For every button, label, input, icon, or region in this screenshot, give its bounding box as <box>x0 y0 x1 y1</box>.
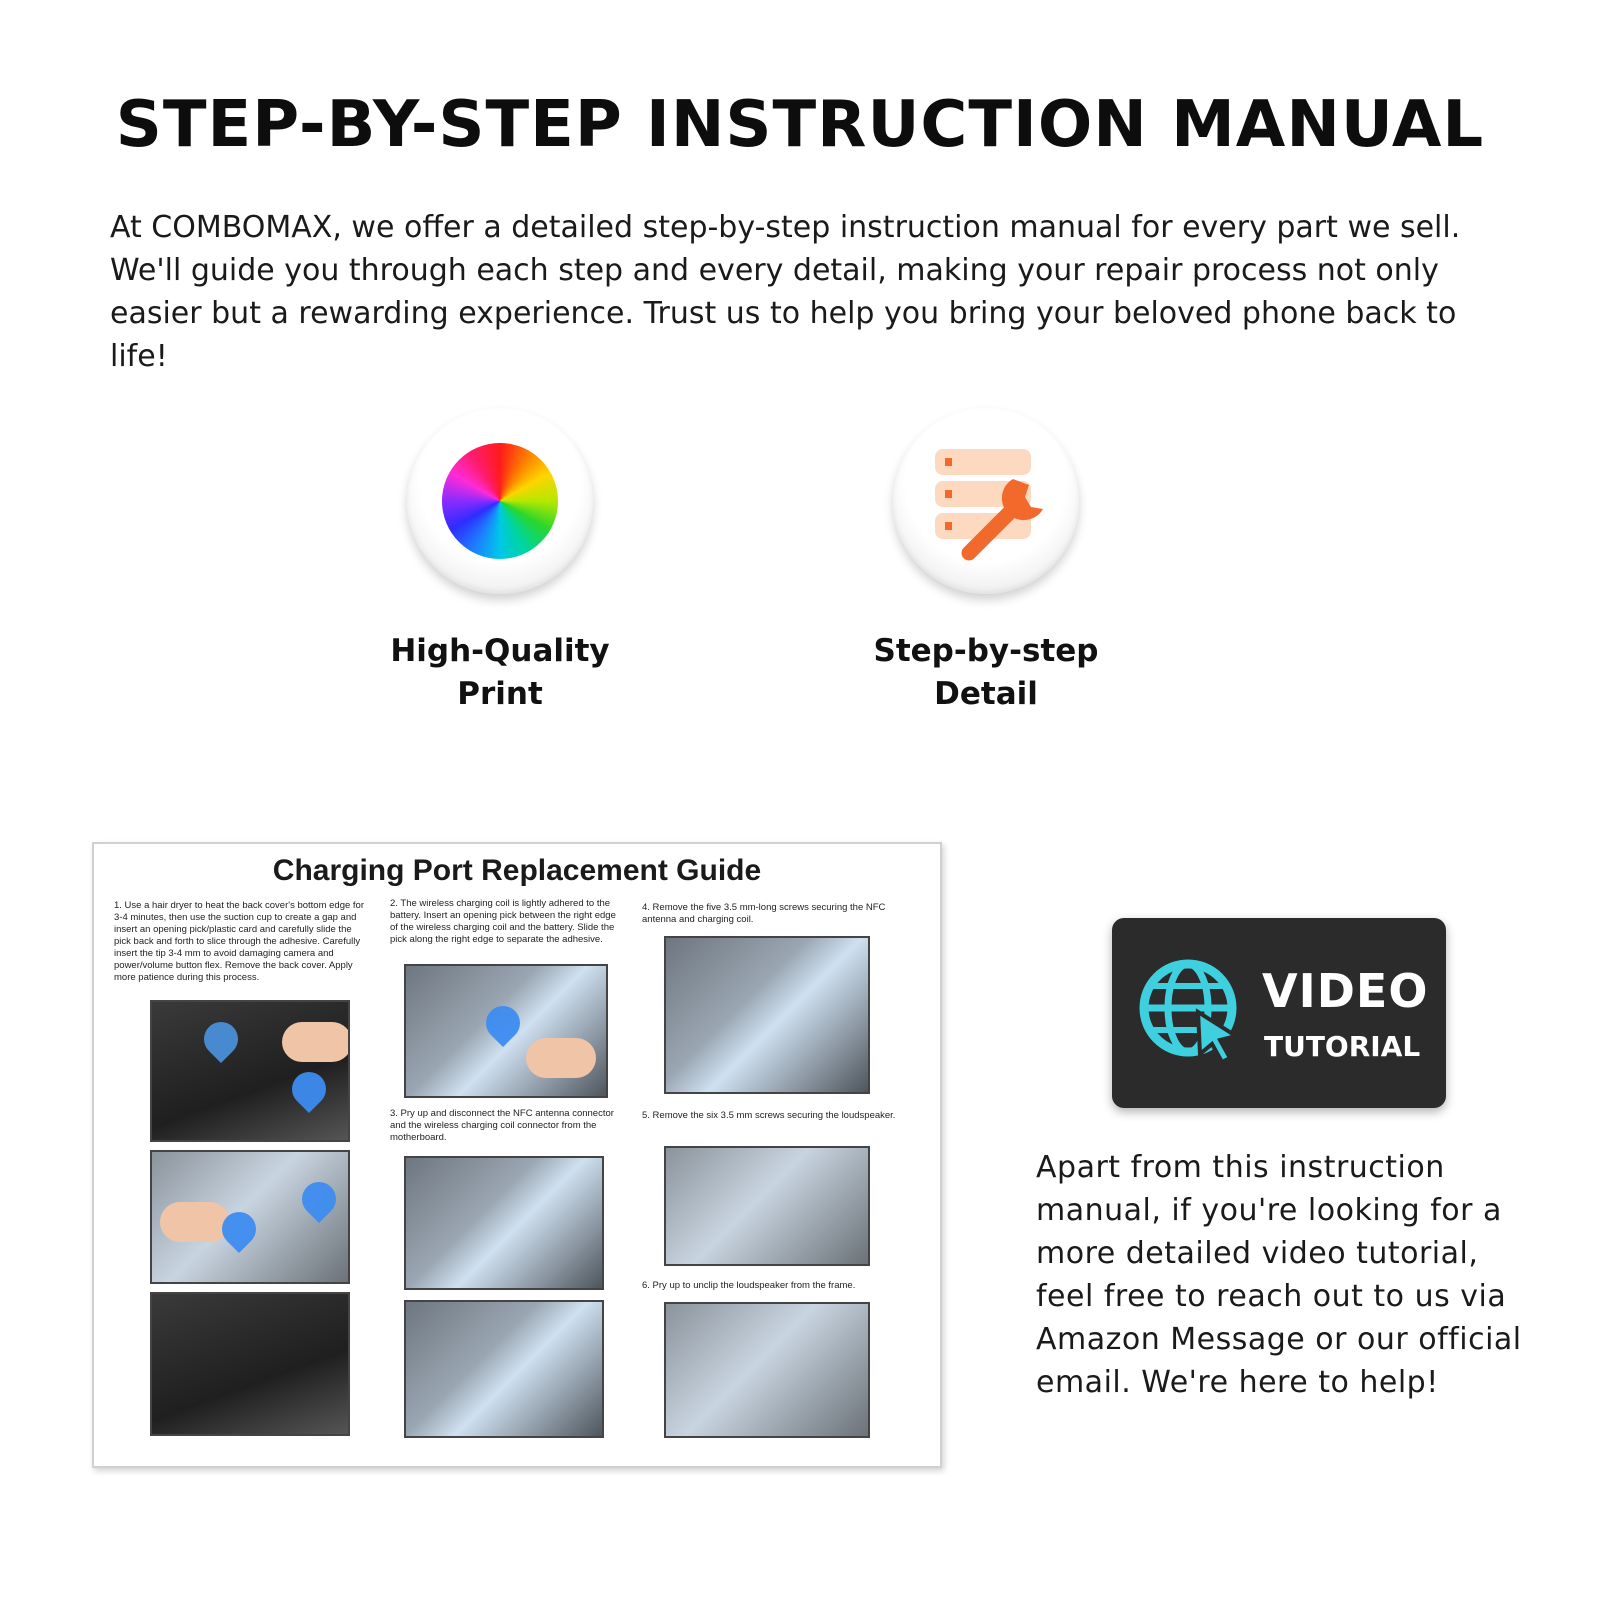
feature-label <box>836 630 1136 716</box>
video-tutorial-card[interactable] <box>1112 918 1446 1108</box>
feature-high-quality-print <box>350 408 650 716</box>
feature-badge <box>893 408 1079 594</box>
globe-cursor-icon <box>1136 956 1246 1066</box>
guide-photo <box>404 964 608 1098</box>
guide-photo <box>664 1146 870 1266</box>
feature-label-line1: Step-by-step <box>873 633 1099 669</box>
guide-photo <box>404 1156 604 1290</box>
guide-step-1: 1. Use a hair dryer to heat the back cover's bottom edge for 3-4 minutes, then use the suction cup to create a gap and insert an opening pick/plastic card and carefully slide the pick back and forth to slice through the adhesive. Carefully insert the tip 3-4 mm to avoid damaging camera and power/volume button flex. Remove the back cover. Apply more patience during this process. <box>114 900 365 983</box>
guide-title: Charging Port Replacement Guide <box>272 854 762 887</box>
tutorial-label: TUTORIAL <box>1264 1030 1421 1063</box>
guide-photo <box>664 936 870 1094</box>
video-tutorial-description: Apart from this instruction manual, if you're looking for a more detailed video tutorial, feel free to reach out to us via Amazon Message or our official email. We're here to help! <box>1036 1150 1522 1400</box>
repair-guide-sheet <box>92 842 942 1468</box>
feature-badge <box>407 408 593 594</box>
feature-label <box>350 630 650 716</box>
guide-photo <box>150 1000 350 1142</box>
feature-label-line2: Print <box>457 676 543 712</box>
feature-label-line1: High-Quality <box>390 633 610 669</box>
color-wheel-icon <box>442 443 558 559</box>
guide-photo <box>404 1300 604 1438</box>
feature-label-line2: Detail <box>934 676 1038 712</box>
guide-step-6: 6. Pry up to unclip the loudspeaker from the frame. <box>642 1280 856 1291</box>
page-title: STEP-BY-STEP INSTRUCTION MANUAL <box>115 88 1485 162</box>
intro-paragraph: At COMBOMAX, we offer a detailed step-by-step instruction manual for every part we sell. We'll guide you through each step and every detail, making your repair process not only easier but a rewarding experience. Trust us to help you bring your beloved phone back to life! <box>110 210 1461 374</box>
guide-step-2: 2. The wireless charging coil is lightly adhered to the battery. Insert an opening pick between the right edge of the wireless charging coil and the battery. Slide the pick along the right edge to separate the adhesive. <box>390 898 616 945</box>
server-wrench-icon <box>921 441 1051 561</box>
guide-step-5: 5. Remove the six 3.5 mm screws securing the loudspeaker. <box>642 1110 896 1121</box>
guide-photo <box>150 1150 350 1284</box>
feature-step-by-step-detail <box>836 408 1136 716</box>
guide-step-4: 4. Remove the five 3.5 mm-long screws securing the NFC antenna and charging coil. <box>642 902 886 925</box>
guide-step-3: 3. Pry up and disconnect the NFC antenna connector and the wireless charging coil connector from the motherboard. <box>390 1108 614 1143</box>
video-label: VIDEO <box>1262 964 1429 1018</box>
guide-photo <box>150 1292 350 1436</box>
guide-photo <box>664 1302 870 1438</box>
